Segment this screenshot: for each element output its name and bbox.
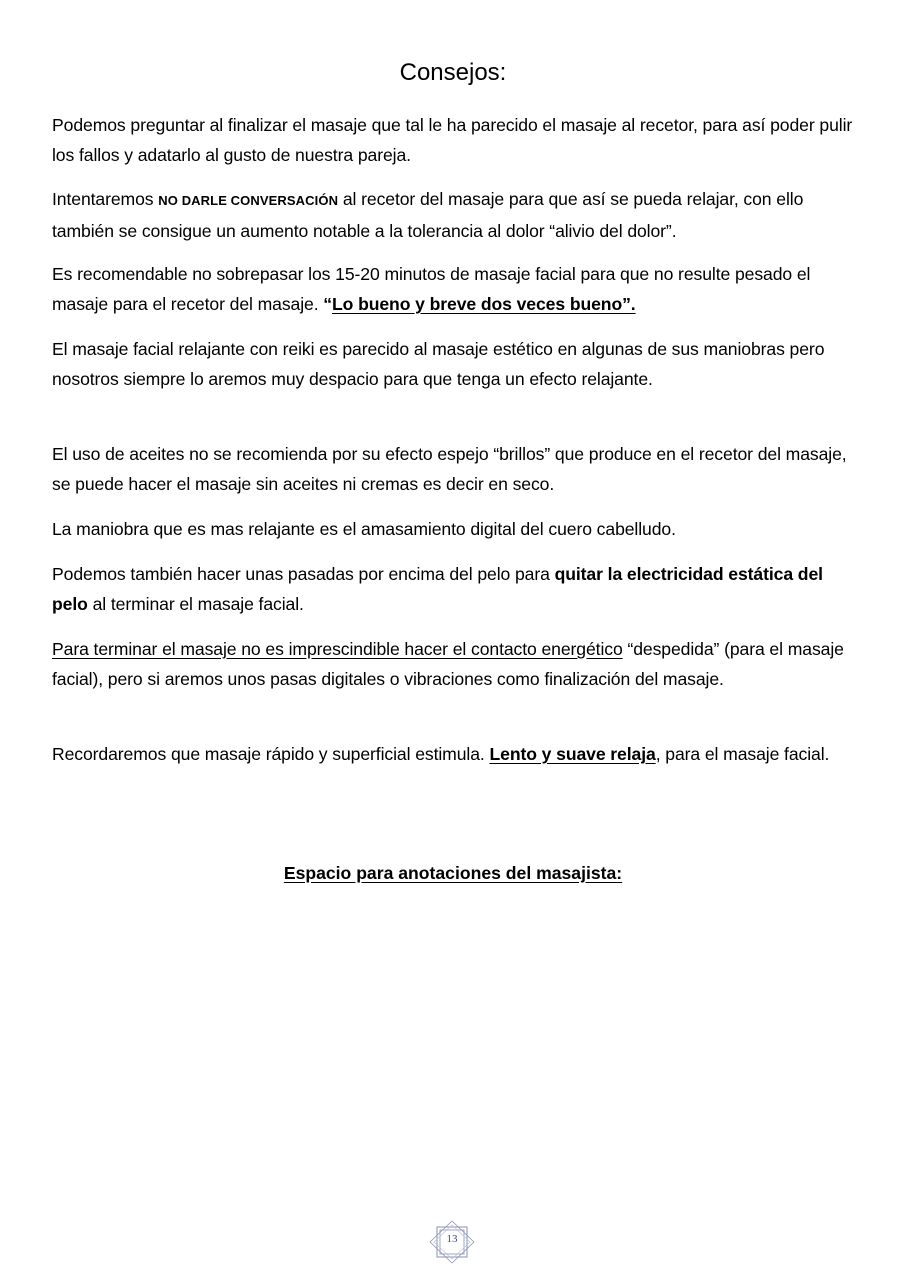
paragraph-feedback (52, 110, 858, 170)
paragraph-text: La maniobra que es mas relajante es el amasamiento digital del cuero cabelludo. (52, 519, 676, 539)
page-title: Consejos: (399, 59, 507, 86)
page-number: 13 (446, 1233, 458, 1245)
paragraph-text: Es recomendable no sobrepasar los 15-20 minutos de masaje facial para que no resulte pesado el masaje para el recetor del masaje. (52, 264, 811, 314)
paragraph-text: “despedida” (para el masaje facial), pero si aremos unos pasas digitales o vibraciones como finalización del masaje. (52, 639, 844, 689)
paragraph-text: Podemos preguntar al finalizar el masaje que tal le ha parecido el masaje al recetor, para así poder pulir los fallos y adatarlo al gusto de nuestra pareja. (52, 115, 853, 165)
paragraph-maneuver (52, 514, 858, 544)
emphasis-bold-underlined: Lento y suave relaja (489, 744, 656, 764)
paragraph-closing (52, 634, 858, 694)
paragraph-text: Podemos también hacer unas pasadas por encima del pelo para (52, 564, 555, 584)
paragraph-oils (52, 439, 858, 499)
paragraph-no-conversation (52, 184, 858, 246)
paragraph-text: , para el masaje facial. (655, 744, 830, 764)
paragraph-duration (52, 259, 858, 319)
quote-mark: “ (323, 294, 332, 314)
notes-heading: Espacio para anotaciones del masajista: (283, 863, 623, 883)
page-number-badge (428, 1220, 476, 1264)
paragraph-remember (52, 739, 858, 769)
emphasis-underlined: Para terminar el masaje no es imprescindible hacer el contacto energético (52, 639, 623, 659)
emphasis-caps: NO DARLE CONVERSACIÓN (158, 193, 339, 208)
paragraph-text: Recordaremos que masaje rápido y superficial estimula. (52, 744, 490, 764)
paragraph-text: al recetor del masaje para que así se pueda relajar, con ello también se consigue un aumento notable a la tolerancia al dolor “alivio del dolor”. (52, 189, 804, 241)
paragraph-reiki (52, 334, 858, 394)
paragraph-text: El uso de aceites no se recomienda por su efecto espejo “brillos” que produce en el recetor del masaje, se puede hacer el masaje sin aceites ni cremas es decir en seco. (52, 444, 847, 494)
emphasis-bold: quitar la electricidad estática del pelo (52, 564, 823, 614)
paragraph-text: El masaje facial relajante con reiki es parecido al masaje estético en algunas de sus maniobras pero nosotros siempre lo aremos muy despacio para que tenga un efecto relajante. (52, 339, 825, 389)
paragraph-static (52, 559, 858, 619)
paragraph-text: Intentaremos (52, 189, 159, 209)
emphasis-quote: Lo bueno y breve dos veces bueno”. (332, 294, 636, 314)
paragraph-text: al terminar el masaje facial. (87, 594, 304, 614)
